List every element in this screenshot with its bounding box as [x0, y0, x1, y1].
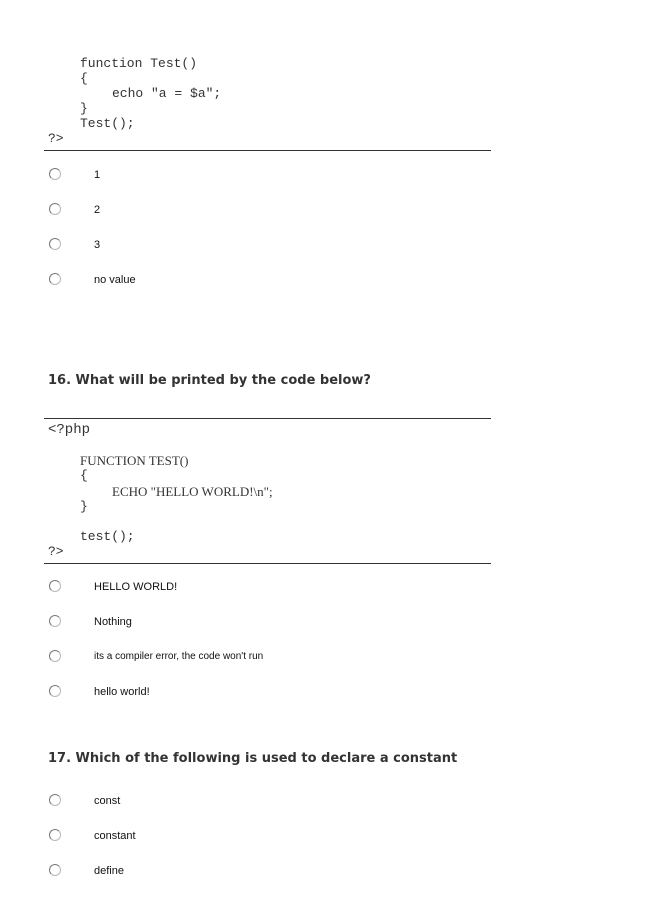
code-line: <?php: [48, 422, 91, 438]
option-label: 1: [94, 169, 101, 181]
option-label: 3: [94, 239, 101, 251]
option-radio[interactable]: [49, 273, 61, 285]
option-label: 2: [94, 204, 101, 216]
option-label: Nothing: [94, 616, 132, 628]
code-line: echo "a = $a";: [112, 86, 222, 101]
divider: [44, 563, 491, 564]
option-label: no value: [94, 274, 136, 286]
option-radio[interactable]: [49, 580, 61, 592]
option-label: constant: [94, 830, 136, 842]
option-radio[interactable]: [49, 168, 61, 180]
question-title: 17. Which of the following is used to declare a constant: [48, 751, 458, 766]
code-line: Test();: [80, 116, 135, 131]
code-line: {: [80, 71, 88, 86]
code-line: ECHO "HELLO WORLD!\n";: [112, 484, 273, 499]
option-radio[interactable]: [49, 615, 61, 627]
code-line: ?>: [48, 544, 64, 559]
code-line: {: [80, 468, 88, 483]
option-label: hello world!: [94, 686, 150, 698]
code-line: test();: [80, 529, 135, 544]
question-title: 16. What will be printed by the code below?: [48, 373, 371, 388]
code-line: FUNCTION TEST(): [80, 453, 189, 468]
option-radio[interactable]: [49, 864, 61, 876]
option-radio[interactable]: [49, 238, 61, 250]
divider: [44, 150, 491, 151]
option-label: its a compiler error, the code won't run: [94, 651, 264, 662]
option-radio[interactable]: [49, 794, 61, 806]
option-label: const: [94, 795, 121, 807]
code-line: function Test(): [80, 56, 198, 71]
option-radio[interactable]: [49, 650, 61, 662]
option-radio[interactable]: [49, 829, 61, 841]
option-label: define: [94, 865, 124, 877]
option-label: HELLO WORLD!: [94, 581, 178, 593]
code-line: }: [80, 101, 88, 116]
code-line: }: [80, 499, 88, 514]
option-radio[interactable]: [49, 685, 61, 697]
option-radio[interactable]: [49, 203, 61, 215]
code-line: ?>: [48, 131, 64, 146]
divider: [44, 418, 491, 419]
